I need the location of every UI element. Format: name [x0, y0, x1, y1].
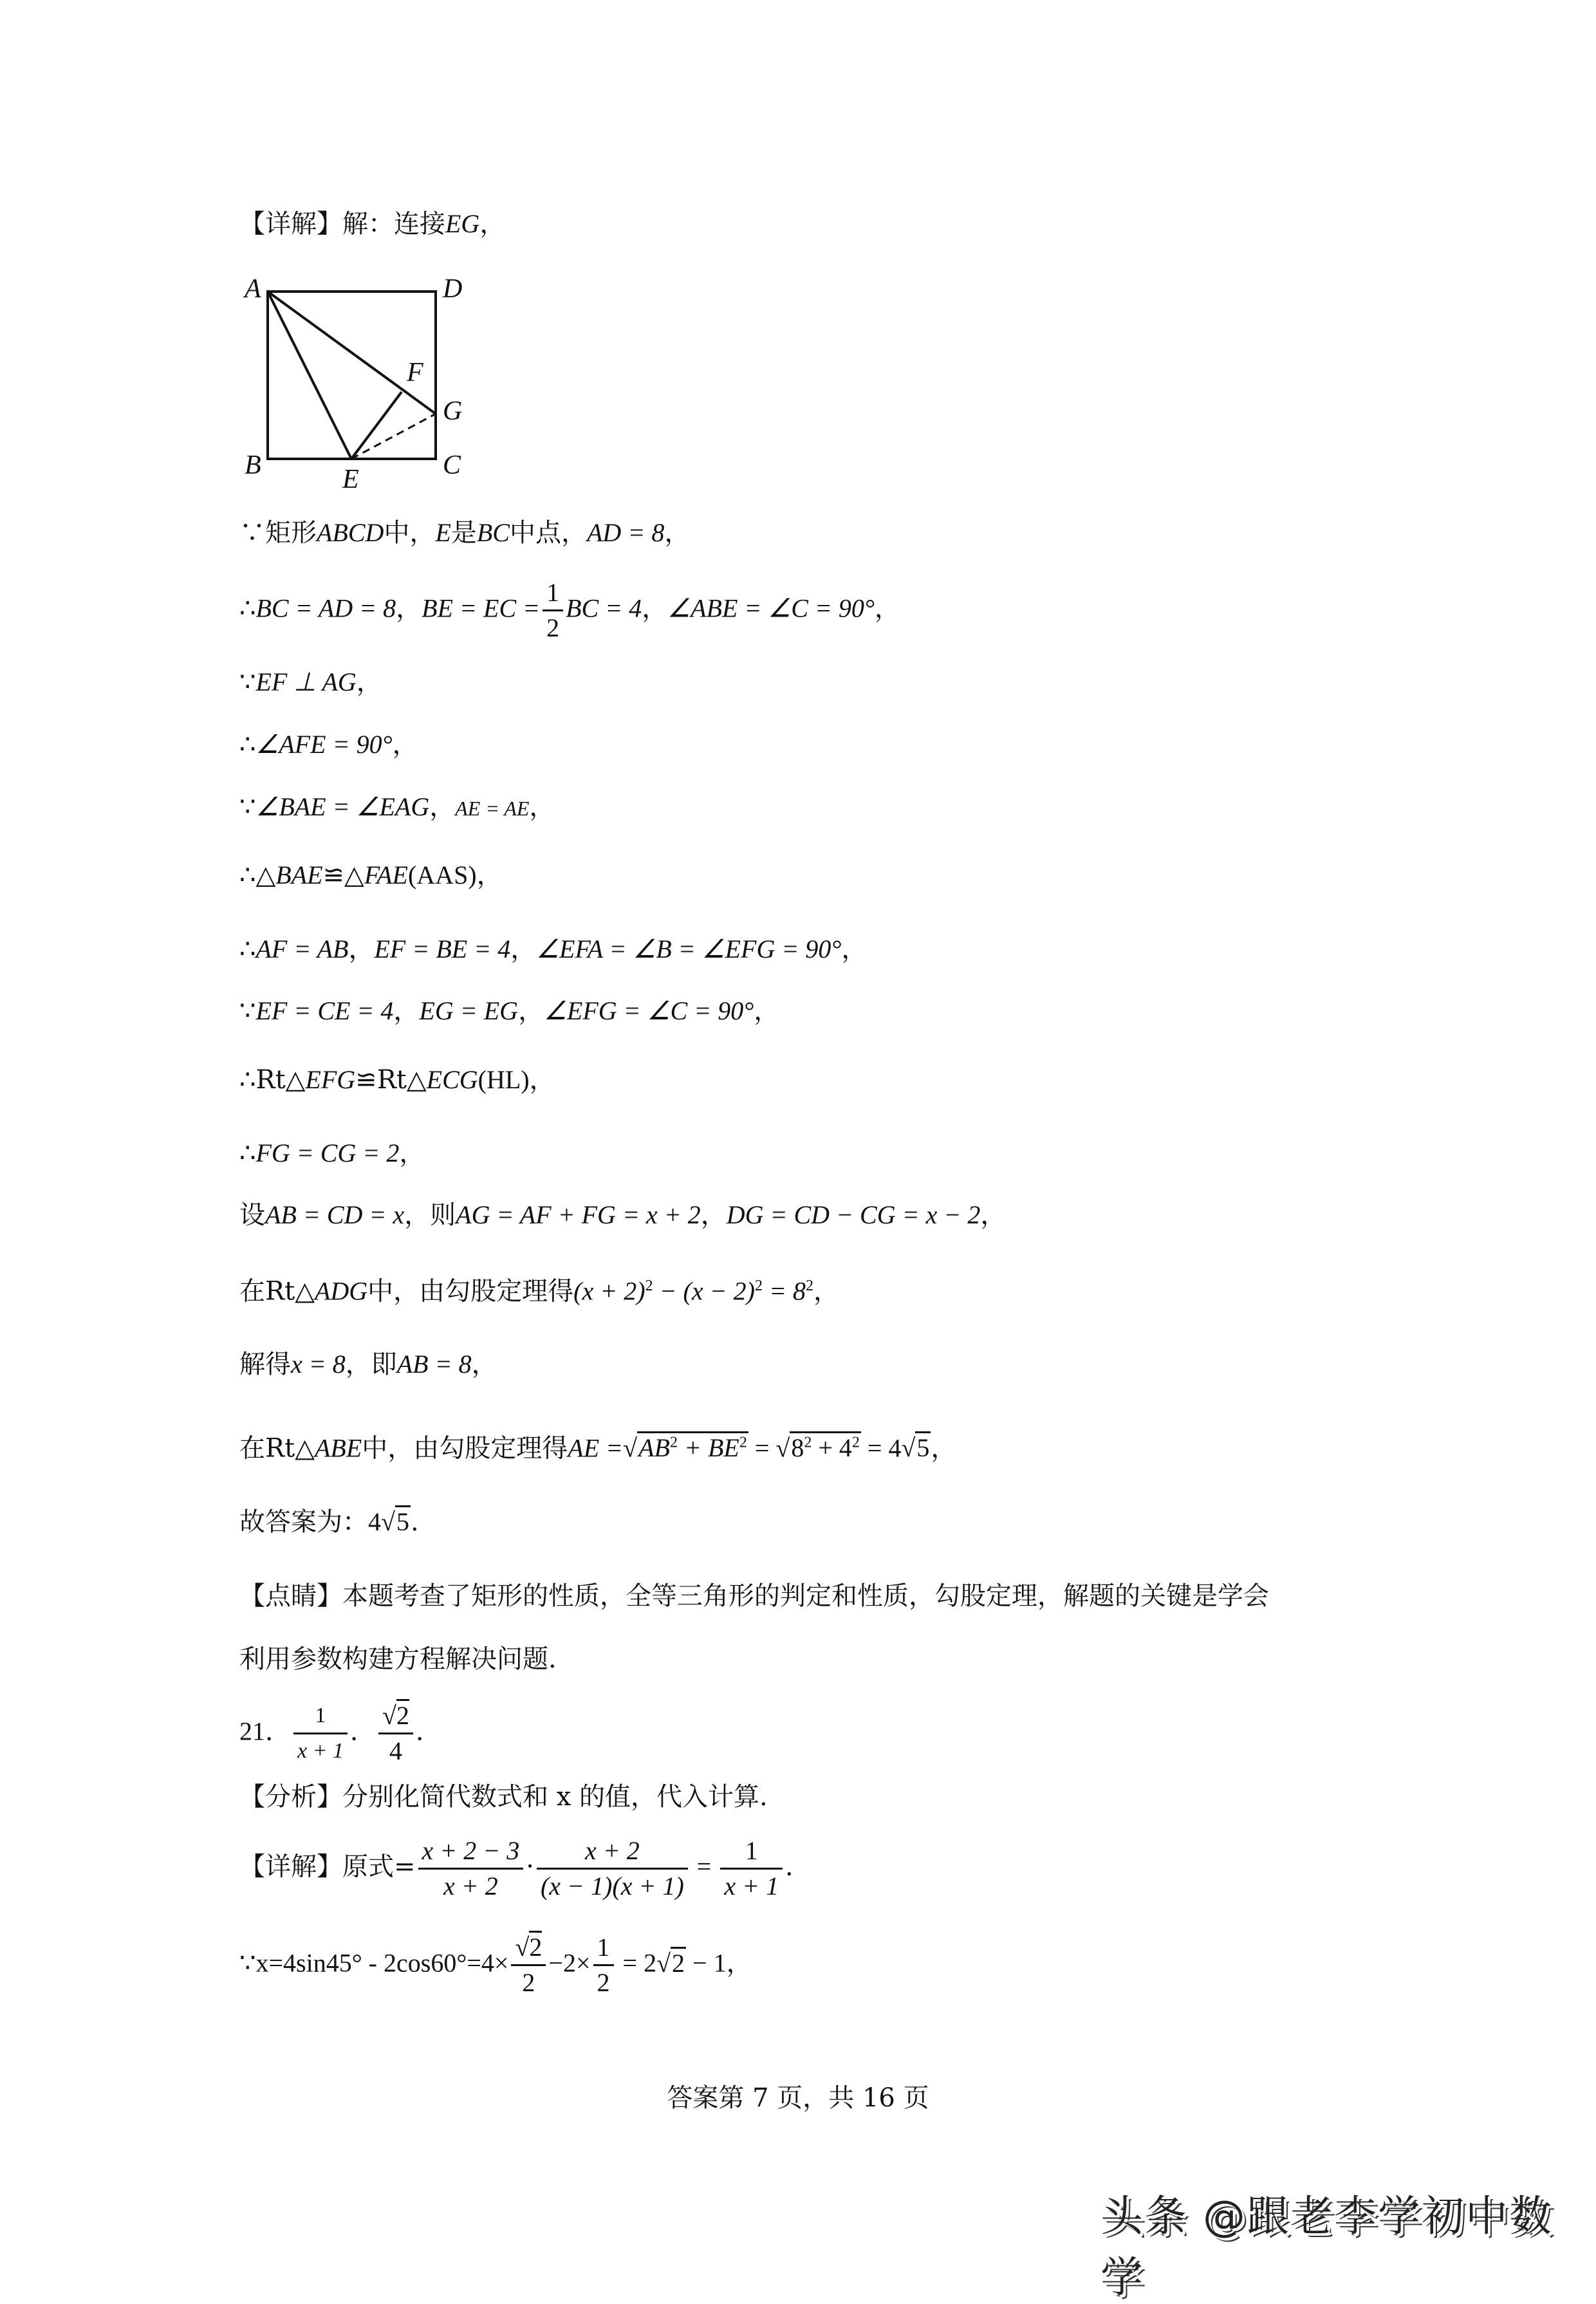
- math: AE = AE: [455, 797, 530, 820]
- text: ，则: [404, 1200, 456, 1230]
- text: ∴: [239, 1138, 256, 1168]
- numerator: 1: [745, 1836, 758, 1865]
- label-f: F: [407, 358, 423, 387]
- math: AB = 8: [396, 1350, 472, 1379]
- fraction: [418, 1834, 524, 1903]
- line-3: [239, 663, 382, 701]
- denominator: 2: [543, 609, 563, 645]
- line-15: [239, 1503, 419, 1541]
- label-g: G: [443, 396, 463, 426]
- math: ∠BAE = ∠EAG: [255, 792, 430, 821]
- text: 设: [239, 1200, 265, 1230]
- math: ∠AFE = 90°: [255, 730, 393, 759]
- punct: ，: [700, 1200, 727, 1230]
- line-4: [239, 725, 418, 764]
- math: AB = CD = x: [265, 1200, 405, 1229]
- sqrt-2: $√8^2 + 4^2$: [775, 1424, 861, 1467]
- q21-detail: [239, 1834, 811, 1903]
- punct: ，: [429, 792, 456, 822]
- exponent: 2: [739, 1435, 747, 1451]
- math: FAE: [364, 860, 408, 889]
- fraction: [378, 1699, 413, 1768]
- numerator: √2: [511, 1931, 546, 1964]
- segment-eg-dashed: [351, 414, 436, 459]
- math: (HL): [478, 1065, 530, 1094]
- exponent: 2: [851, 1435, 860, 1451]
- radicand: 2: [396, 1699, 409, 1730]
- fraction: [593, 1931, 614, 2000]
- math: =: [690, 1852, 718, 1881]
- denominator: 4: [378, 1733, 413, 1768]
- numerator: 1: [315, 1704, 326, 1727]
- radicand: 2: [529, 1931, 542, 1962]
- math: AB: [638, 1433, 670, 1463]
- numerator: √2: [378, 1699, 413, 1733]
- comment-tag: 【点睛】: [239, 1581, 342, 1611]
- math: x = 8: [291, 1350, 346, 1379]
- line-9: [239, 1061, 555, 1099]
- math: ∠EFG = ∠C = 90°: [544, 996, 754, 1025]
- line-8: [239, 992, 779, 1030]
- text: 是: [450, 518, 477, 548]
- math: + BE: [677, 1433, 739, 1463]
- sqrt-1: $√AB^2 + BE^2$: [623, 1424, 748, 1467]
- label-b: B: [245, 451, 261, 480]
- text: 中，由勾股定理得: [362, 1433, 568, 1463]
- text: ≌△: [322, 860, 364, 890]
- math: ABCD: [317, 518, 384, 547]
- punct: ，: [726, 1948, 752, 1978]
- math: ∵x=4sin45° - 2cos60°=4×: [239, 1948, 509, 1978]
- comment-text: 本题考查了矩形的性质，全等三角形的判定和性质，勾股定理，解题的关键是学会: [342, 1581, 1269, 1611]
- sqrt: √2: [656, 1944, 686, 1983]
- punct: ，: [529, 1065, 555, 1095]
- math: − 1: [686, 1948, 727, 1978]
- punct: ，: [348, 934, 375, 964]
- math: DG = CD − CG = x − 2: [726, 1200, 981, 1229]
- text: 在Rt△: [239, 1276, 315, 1306]
- line-11: [239, 1196, 1006, 1234]
- text: ∴: [239, 934, 256, 964]
- detail-text: 解：连接: [342, 209, 445, 239]
- exponent: 2: [804, 1435, 812, 1451]
- math: BC = AD = 8: [255, 593, 396, 623]
- text: ∵: [239, 996, 256, 1026]
- sqrt-answer: √5: [381, 1503, 411, 1541]
- punct: ．: [785, 1852, 812, 1882]
- exponent: 2: [645, 1277, 653, 1294]
- label-e: E: [342, 465, 359, 489]
- punct: ，: [931, 1433, 957, 1463]
- punct: ·: [526, 1852, 534, 1882]
- radicand: 5: [915, 1431, 931, 1462]
- math: AD = 8: [587, 518, 665, 547]
- line-7: [239, 930, 867, 969]
- exponent: 2: [805, 1277, 813, 1294]
- detail-tag: 【详解】: [239, 1852, 342, 1882]
- punct: ．: [350, 1716, 376, 1747]
- punct: ，: [510, 934, 537, 964]
- math: (x + 2): [573, 1276, 645, 1306]
- punct: ，: [664, 518, 691, 548]
- math: ∠ABE = ∠C = 90°: [667, 593, 875, 623]
- label-d: D: [443, 274, 463, 304]
- fraction: [293, 1699, 348, 1768]
- denominator: 2: [593, 1964, 614, 2000]
- question-number: 21．: [239, 1716, 291, 1746]
- q21-analysis: [239, 1778, 768, 1816]
- math: ADG: [314, 1276, 368, 1306]
- punct: ，: [841, 934, 868, 964]
- radicand: 2: [671, 1947, 686, 1978]
- punct: ，: [642, 593, 668, 624]
- comment-line-2: [239, 1640, 557, 1678]
- line-13: [239, 1345, 497, 1384]
- page-footer: 答案第 7 页，共 16 页: [667, 2083, 929, 2113]
- math: 4: [368, 1507, 381, 1536]
- punct: ，: [529, 792, 555, 822]
- math: = 2: [616, 1948, 657, 1978]
- text: ∴: [239, 593, 256, 624]
- math: −2×: [548, 1948, 591, 1978]
- math: BC: [476, 518, 510, 547]
- text: ∴: [239, 730, 256, 759]
- text: 解得: [239, 1350, 291, 1379]
- label-c: C: [443, 451, 461, 480]
- math: =: [748, 1433, 776, 1463]
- math: AF = AB: [255, 934, 349, 963]
- text: ∵: [239, 792, 256, 822]
- math: BAE: [275, 860, 323, 889]
- math: EG = EG: [419, 996, 519, 1025]
- punct: ，: [754, 996, 780, 1026]
- text: ≌Rt△: [355, 1065, 427, 1095]
- text: ∵矩形: [239, 518, 317, 548]
- punct: ，: [356, 667, 382, 697]
- punct: ，: [476, 860, 503, 890]
- numerator: 1: [546, 578, 560, 607]
- math: EF = BE = 4: [374, 934, 511, 963]
- sqrt-3: √5: [901, 1429, 931, 1467]
- math: EFG: [305, 1065, 356, 1094]
- math: = 4: [860, 1433, 902, 1463]
- math: AG = AF + FG = x + 2: [456, 1200, 701, 1229]
- q21-answer: [239, 1699, 441, 1768]
- segment-ag: [268, 292, 436, 414]
- punct: ，: [479, 209, 506, 239]
- fraction: [543, 576, 563, 645]
- math: − (x − 2): [653, 1276, 755, 1306]
- comment-text: 利用参数构建方程解决问题.: [239, 1644, 557, 1674]
- punct: ，: [471, 1350, 497, 1379]
- math: E: [435, 518, 451, 547]
- q21-x-value: [239, 1931, 752, 2000]
- math: BC = 4: [566, 593, 642, 623]
- detail-header: [239, 205, 505, 243]
- punct: ，: [813, 1276, 839, 1306]
- punct: ，: [392, 730, 418, 759]
- punct: ，: [393, 996, 420, 1026]
- analysis-text: 分别化简代数式和 x 的值，代入计算.: [342, 1782, 768, 1812]
- segment-ae: [268, 292, 351, 459]
- analysis-tag: 【分析】: [239, 1782, 342, 1812]
- text: ∴△: [239, 860, 276, 890]
- math: AE =: [568, 1433, 624, 1463]
- text: 中点，: [510, 518, 587, 548]
- segment-ef: [351, 392, 402, 459]
- math: = 8: [762, 1276, 806, 1306]
- text: 中，由勾股定理得: [367, 1276, 574, 1306]
- line-10: [239, 1134, 425, 1173]
- math: ∠EFA = ∠B = ∠EFG = 90°: [536, 934, 842, 963]
- numerator: x + 2: [585, 1836, 640, 1865]
- comment-line-1: [239, 1577, 1269, 1615]
- exponent: 2: [754, 1277, 763, 1294]
- math: ABE: [314, 1433, 362, 1463]
- line-12: [239, 1267, 839, 1310]
- text: 故答案为：: [239, 1507, 368, 1537]
- text: ∵: [239, 667, 256, 697]
- punct: ，: [399, 1138, 425, 1168]
- math: BE = EC =: [422, 593, 541, 623]
- punct: ，: [396, 593, 422, 624]
- line-1: [239, 514, 690, 552]
- punct: ．: [416, 1716, 441, 1747]
- geometry-figure: [238, 257, 470, 489]
- denominator: 2: [511, 1964, 546, 2000]
- math: + 4: [812, 1433, 852, 1463]
- punct: .: [410, 1507, 419, 1537]
- punct: ，: [980, 1200, 1007, 1230]
- label-a: A: [245, 274, 261, 304]
- numerator: x + 2 − 3: [422, 1836, 520, 1865]
- text: 中，: [384, 518, 436, 548]
- text: ∴Rt△: [239, 1065, 306, 1095]
- fraction: [537, 1834, 688, 1903]
- exponent: 2: [669, 1435, 678, 1451]
- line-2: [239, 576, 900, 645]
- punct: ，: [874, 593, 900, 624]
- punct: ，: [518, 996, 544, 1026]
- denominator: x + 2: [418, 1868, 524, 1903]
- fraction: [720, 1834, 783, 1903]
- line-6: [239, 856, 503, 895]
- line-5: [239, 788, 555, 828]
- text: 原式=: [342, 1852, 416, 1882]
- math: FG = CG = 2: [255, 1138, 400, 1167]
- fraction: [511, 1931, 546, 2000]
- denominator: x + 1: [293, 1733, 348, 1768]
- watermark: 头条 @跟老李学初中数学: [1100, 2191, 1553, 2302]
- math: ECG: [426, 1065, 478, 1094]
- denominator: x + 1: [720, 1868, 783, 1903]
- math: 8: [791, 1433, 804, 1463]
- text: ，即: [345, 1350, 397, 1379]
- text: 在Rt△: [239, 1433, 315, 1463]
- numerator: 1: [597, 1933, 610, 1962]
- denominator: (x − 1)(x + 1): [537, 1868, 688, 1903]
- detail-tag: 【详解】: [239, 209, 342, 239]
- math: (AAS): [407, 860, 477, 889]
- math: EF ⊥ AG: [255, 667, 357, 696]
- math-var: EG: [445, 209, 480, 238]
- math: EF = CE = 4: [255, 996, 394, 1025]
- line-14: [239, 1424, 956, 1467]
- radicand: 5: [395, 1505, 411, 1536]
